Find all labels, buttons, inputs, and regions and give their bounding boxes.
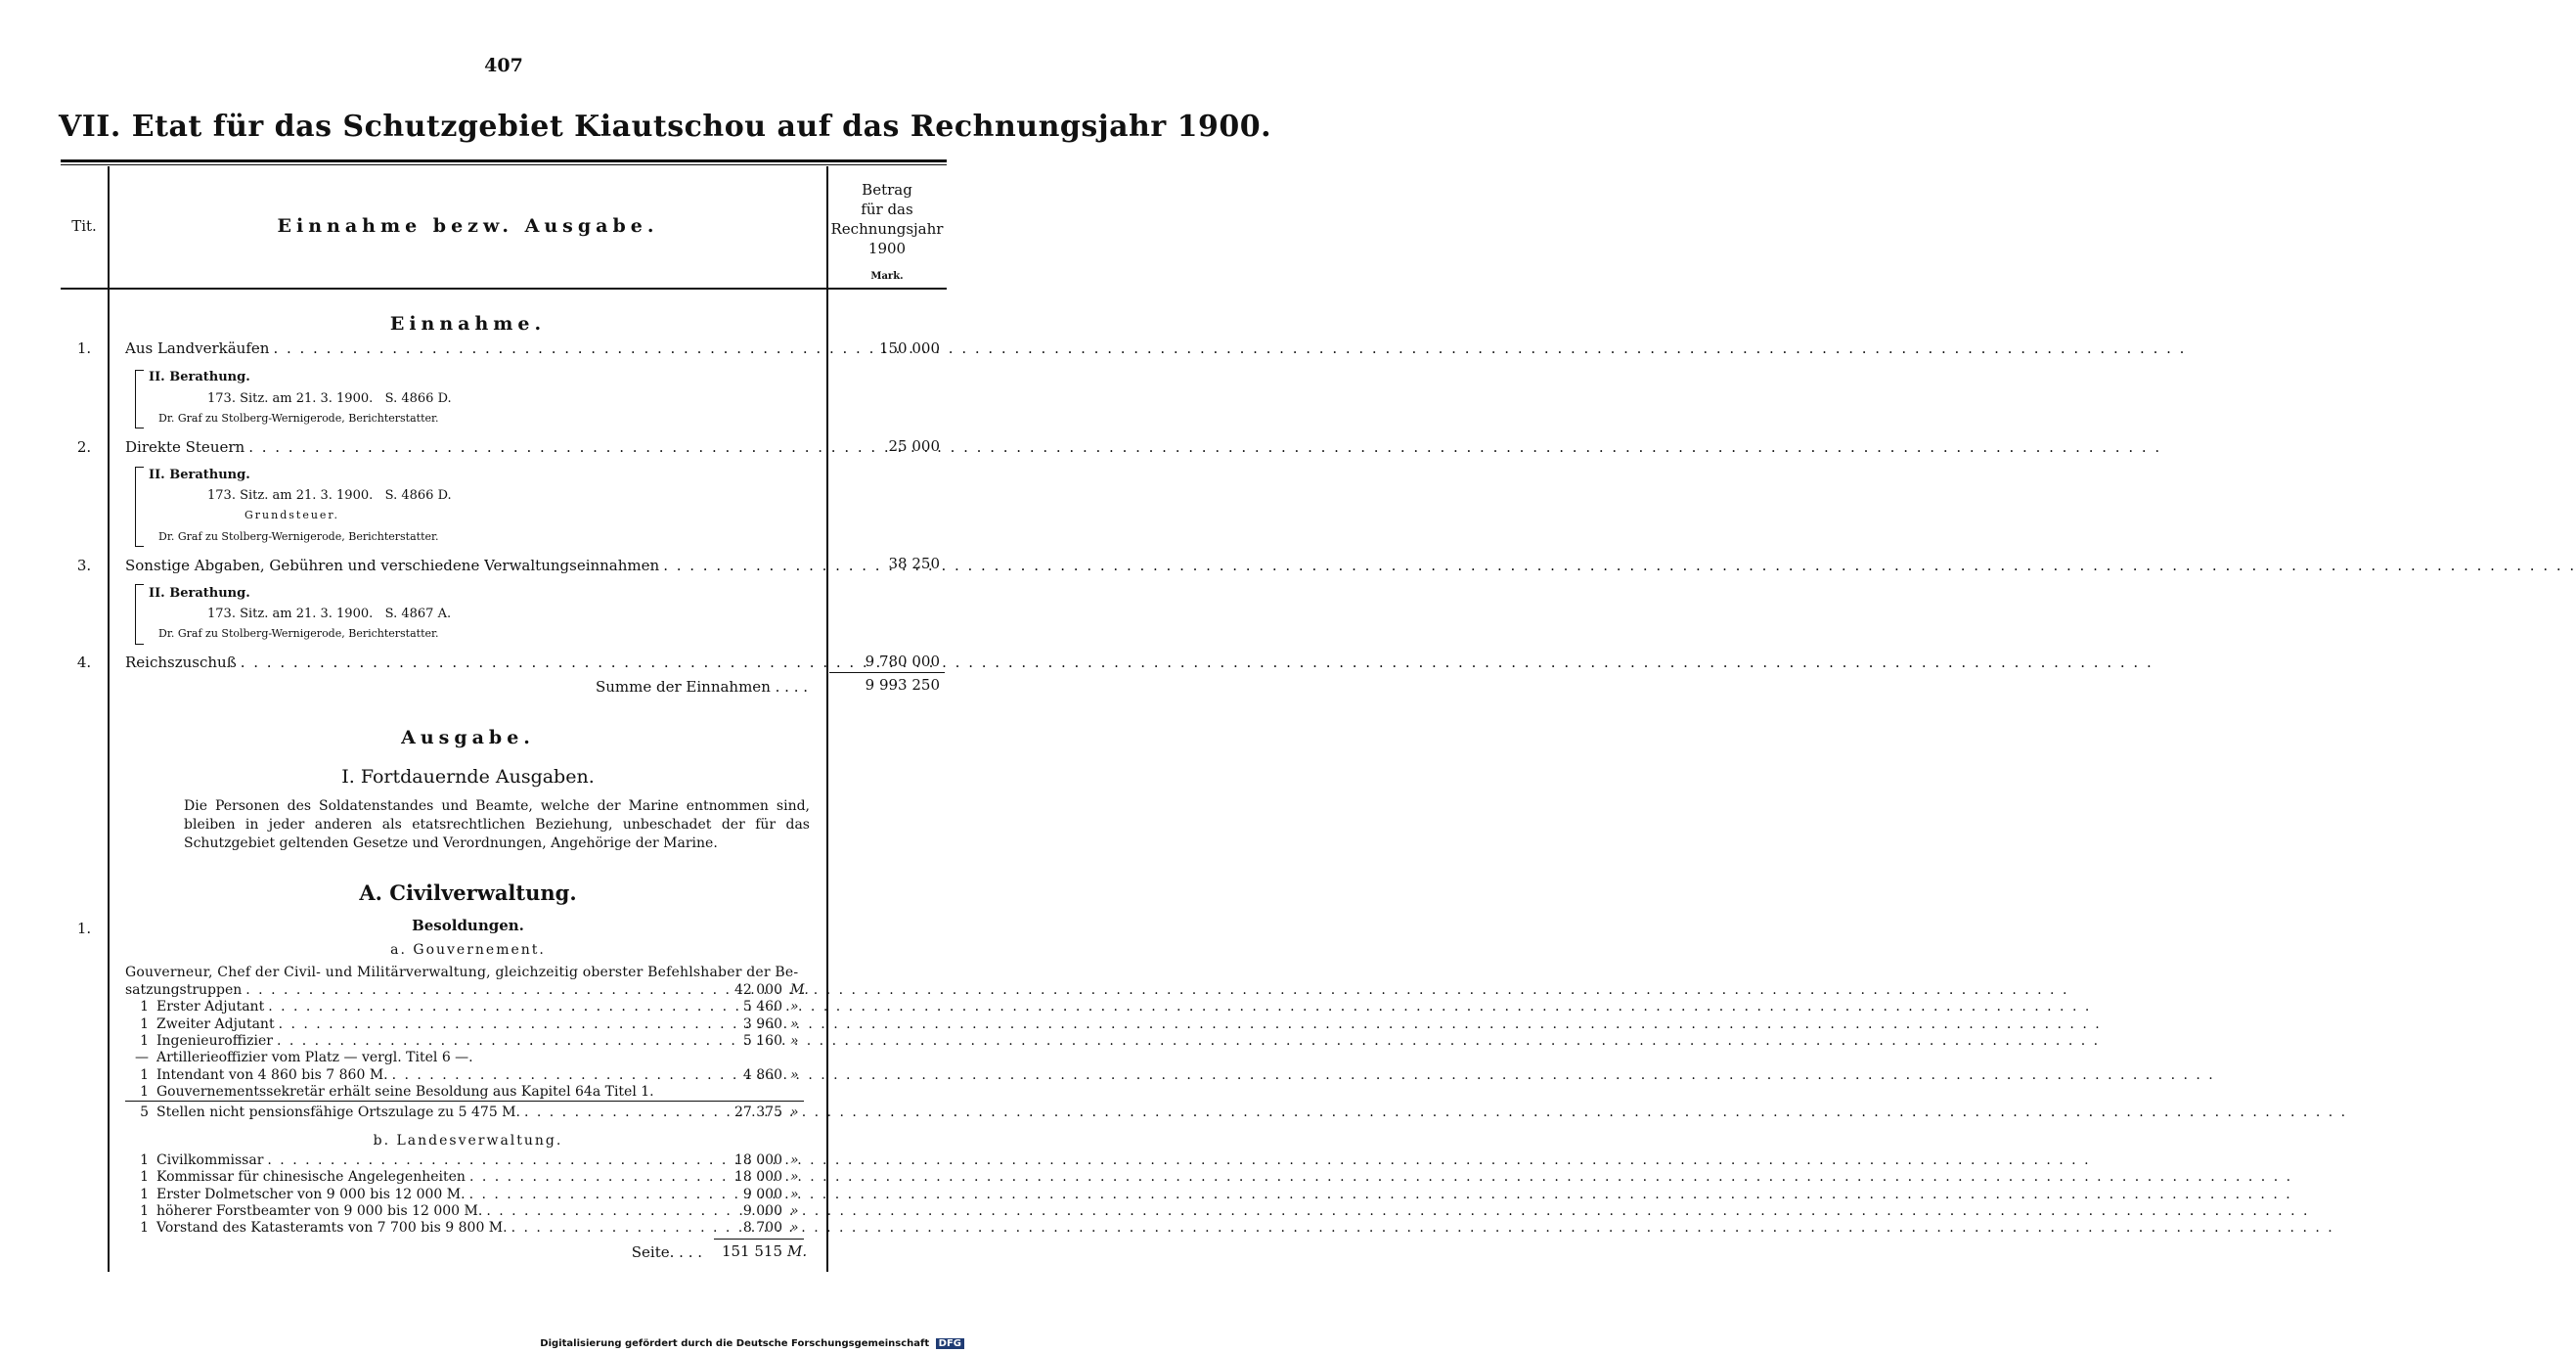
salary-label: Civilkommissar	[156, 1152, 264, 1168]
revenue-item	[125, 339, 810, 357]
note-label: II. Berathung.	[149, 468, 250, 482]
salary-label: Intendant von 4 860 bis 7 860 M.	[156, 1066, 388, 1083]
salary-description	[156, 1050, 802, 1065]
salary-label: Zweiter Adjutant	[156, 1015, 275, 1032]
tit-number: 1.	[76, 339, 92, 357]
salary-label: Ingenieuroffizier	[156, 1032, 273, 1049]
position-count: 1	[140, 1220, 149, 1237]
position-count: 1	[140, 1032, 149, 1049]
salary-amount: 3 960	[742, 1015, 782, 1032]
currency-unit: »	[790, 1169, 799, 1186]
salary-amount: 42 000	[734, 982, 782, 998]
header-main: Einnahme bezw. Ausgabe.	[277, 215, 659, 237]
header-amount	[828, 180, 946, 258]
sum-amount: 9 993 250	[865, 676, 940, 694]
header-amount-line: 1900	[867, 240, 907, 257]
salary-row	[125, 1050, 810, 1067]
revenue-amount: 9 780 000	[865, 653, 940, 670]
position-count: 1	[140, 1015, 149, 1032]
leader-dots	[279, 1016, 2102, 1032]
salary-description	[156, 1084, 802, 1100]
salary-description	[156, 1187, 706, 1202]
footer-credit	[540, 1338, 964, 1349]
leader-dots	[241, 654, 2154, 671]
header-rule	[61, 288, 947, 290]
revenue-label: Direkte Steuern	[125, 438, 245, 456]
footer-text: Digitalisierung gefördert durch die Deutsche Forschungsgemeinschaft	[540, 1338, 930, 1349]
leader-dots	[277, 1033, 2100, 1049]
salary-label: Stellen nicht pensionsfähige Ortszulage zu 5 475 M.	[156, 1105, 520, 1120]
revenue-amount: 38 250	[888, 555, 940, 572]
position-count: 1	[140, 1186, 149, 1202]
salary-row	[125, 1187, 810, 1204]
header-amount-line: Rechnungsjahr	[830, 220, 944, 238]
header-tit: Tit.	[71, 217, 97, 235]
note-bracket	[135, 467, 144, 547]
salary-description	[156, 1152, 706, 1168]
salary-row	[125, 1033, 810, 1051]
salary-description	[125, 982, 706, 998]
salary-row	[125, 1203, 810, 1221]
revenue-item	[125, 438, 810, 456]
salary-amount: 18 000	[734, 1169, 782, 1186]
currency-unit: »	[790, 1202, 799, 1219]
currency-unit: »	[790, 1105, 799, 1120]
salary-label: Vorstand des Katasteramts von 7 700 bis 9 800 M.	[156, 1220, 508, 1237]
description-line: Gouverneur, Chef der Civil- und Militärverwaltung, gleichzeitig oberster Befehlshaber der Be-	[125, 965, 799, 980]
page-total-rule	[714, 1239, 804, 1240]
leader-dots	[248, 438, 2161, 456]
leader-dots	[511, 1220, 2334, 1236]
subsection-heading: A. Civilverwaltung.	[359, 880, 577, 905]
salary-label: satzungstruppen	[125, 982, 243, 998]
top-rule	[61, 159, 947, 162]
einnahme-heading: Einnahme.	[389, 313, 547, 335]
ausgabe-heading: Ausgabe.	[401, 727, 535, 748]
note-session: 173. Sitz. am 21. 3. 1900. S. 4867 A.	[207, 607, 452, 621]
group-heading: Besoldungen.	[412, 917, 524, 934]
salary-row	[125, 1105, 810, 1122]
sum-rule	[829, 672, 945, 673]
sum-label: Summe der Einnahmen . . . .	[595, 678, 808, 696]
page-total-amount: 151 515	[721, 1242, 782, 1260]
top-rule-thin	[61, 164, 947, 165]
revenue-amount: 150 000	[878, 339, 940, 357]
note-session: 173. Sitz. am 21. 3. 1900. S. 4866 D.	[207, 391, 452, 406]
leader-dots	[267, 1152, 2090, 1168]
salary-amount: 4 860	[742, 1066, 782, 1083]
leader-dots	[268, 999, 2091, 1015]
revenue-label: Sonstige Abgaben, Gebühren und verschiedene Verwaltungseinnahmen	[125, 557, 660, 574]
currency-unit: »	[790, 1066, 799, 1083]
subtotal-rule	[125, 1101, 804, 1102]
currency-unit: »	[790, 1220, 799, 1237]
salary-label: Erster Dolmetscher von 9 000 bis 12 000 M.	[156, 1186, 466, 1202]
salary-row	[125, 1152, 810, 1170]
salary-description	[156, 1067, 706, 1083]
note-extra: Grundsteuer.	[244, 509, 339, 521]
position-count: —	[135, 1050, 149, 1066]
note-label: II. Berathung.	[149, 586, 250, 601]
salary-row	[125, 1067, 810, 1085]
page-total-label: Seite. . . .	[631, 1243, 702, 1261]
revenue-amount: 25 000	[888, 437, 940, 455]
position-count: 1	[140, 1152, 149, 1168]
header-amount-line: Betrag	[862, 181, 912, 199]
note-reporter: Dr. Graf zu Stolberg-Wernigerode, Berichterstatter.	[158, 627, 439, 640]
salary-description	[156, 1169, 706, 1185]
salary-description	[156, 1016, 706, 1032]
salary-amount: 8 700	[742, 1220, 782, 1237]
note-session: 173. Sitz. am 21. 3. 1900. S. 4866 D.	[207, 488, 452, 503]
position-count: 1	[140, 1202, 149, 1219]
position-count: 1	[140, 999, 149, 1015]
leader-dots	[273, 339, 2186, 357]
currency-unit: »	[790, 1015, 799, 1032]
currency-unit: »	[790, 1186, 799, 1202]
salary-row	[125, 1084, 810, 1102]
salary-description	[156, 1203, 706, 1219]
leader-dots	[663, 557, 2576, 574]
note-label: II. Berathung.	[149, 370, 250, 384]
currency-unit: »	[790, 1152, 799, 1168]
revenue-label: Aus Landverkäufen	[125, 339, 270, 357]
salary-amount: 27 375	[734, 1105, 782, 1120]
tit-number: 4.	[76, 654, 92, 671]
salary-description	[156, 999, 706, 1015]
salary-label: höherer Forstbeamter von 9 000 bis 12 000 M.	[156, 1202, 483, 1219]
salary-row	[125, 982, 810, 1000]
dfg-logo-icon: DFG	[936, 1338, 964, 1349]
salary-amount: 5 460	[742, 999, 782, 1015]
salary-amount: 9 000	[742, 1202, 782, 1219]
header-unit: Mark.	[870, 271, 904, 282]
note-reporter: Dr. Graf zu Stolberg-Wernigerode, Berichterstatter.	[158, 530, 439, 543]
section-heading: I. Fortdauernde Ausgaben.	[341, 766, 595, 788]
revenue-item	[125, 654, 810, 671]
salary-row	[125, 999, 810, 1016]
page-total-unit: M.	[787, 1242, 808, 1260]
intro-paragraph: Die Personen des Soldatenstandes und Beamte, welche der Marine entnommen sind, bleiben in jeder anderen als etatsrechtlichen Beziehung, unbeschadet der für das Schutzgebiet geltenden Gesetze und Verordnungen, Angehörige der Marine.	[184, 798, 810, 851]
position-count: 1	[140, 1169, 149, 1186]
header-amount-line: für das	[861, 201, 913, 218]
salary-label: Gouvernementssekretär erhält seine Besoldung aus Kapitel 64a Titel 1.	[156, 1083, 654, 1100]
position-count: 1	[140, 1083, 149, 1100]
page-title: VII. Etat für das Schutzgebiet Kiautschou auf das Rechnungsjahr 1900.	[59, 110, 1272, 144]
salary-amount: 5 160	[742, 1032, 782, 1049]
salary-label: Artillerieoffizier vom Platz — vergl. Titel 6 —.	[156, 1050, 473, 1066]
note-bracket	[135, 370, 144, 428]
salary-label: Kommissar für chinesische Angelegenheiten	[156, 1169, 466, 1186]
leader-dots	[245, 982, 2068, 998]
currency-unit: »	[790, 999, 799, 1015]
note-reporter: Dr. Graf zu Stolberg-Wernigerode, Berichterstatter.	[158, 412, 439, 425]
subgroup-heading: a. Gouvernement.	[390, 942, 546, 958]
page-number: 407	[484, 55, 523, 76]
salary-description	[156, 1033, 706, 1049]
tit-number: 2.	[76, 438, 92, 456]
currency-unit: M.	[790, 982, 809, 998]
leader-dots	[392, 1067, 2215, 1083]
salary-row	[125, 1016, 810, 1034]
salary-row	[125, 1169, 810, 1187]
revenue-item	[125, 557, 810, 574]
salary-amount: 18 000	[734, 1152, 782, 1168]
salary-amount: 9 000	[742, 1186, 782, 1202]
salary-description	[156, 1105, 706, 1120]
salary-label: Erster Adjutant	[156, 999, 265, 1015]
subgroup-heading: b. Landesverwaltung.	[373, 1133, 563, 1149]
revenue-label: Reichszuschuß	[125, 654, 237, 671]
position-count: 1	[140, 1066, 149, 1083]
salary-description	[156, 1220, 706, 1236]
tit-number: 3.	[76, 557, 92, 574]
tit-number: 1.	[76, 920, 92, 937]
currency-unit: »	[790, 1032, 799, 1049]
note-bracket	[135, 584, 144, 645]
position-count: 5	[140, 1105, 149, 1120]
salary-row	[125, 1220, 810, 1238]
